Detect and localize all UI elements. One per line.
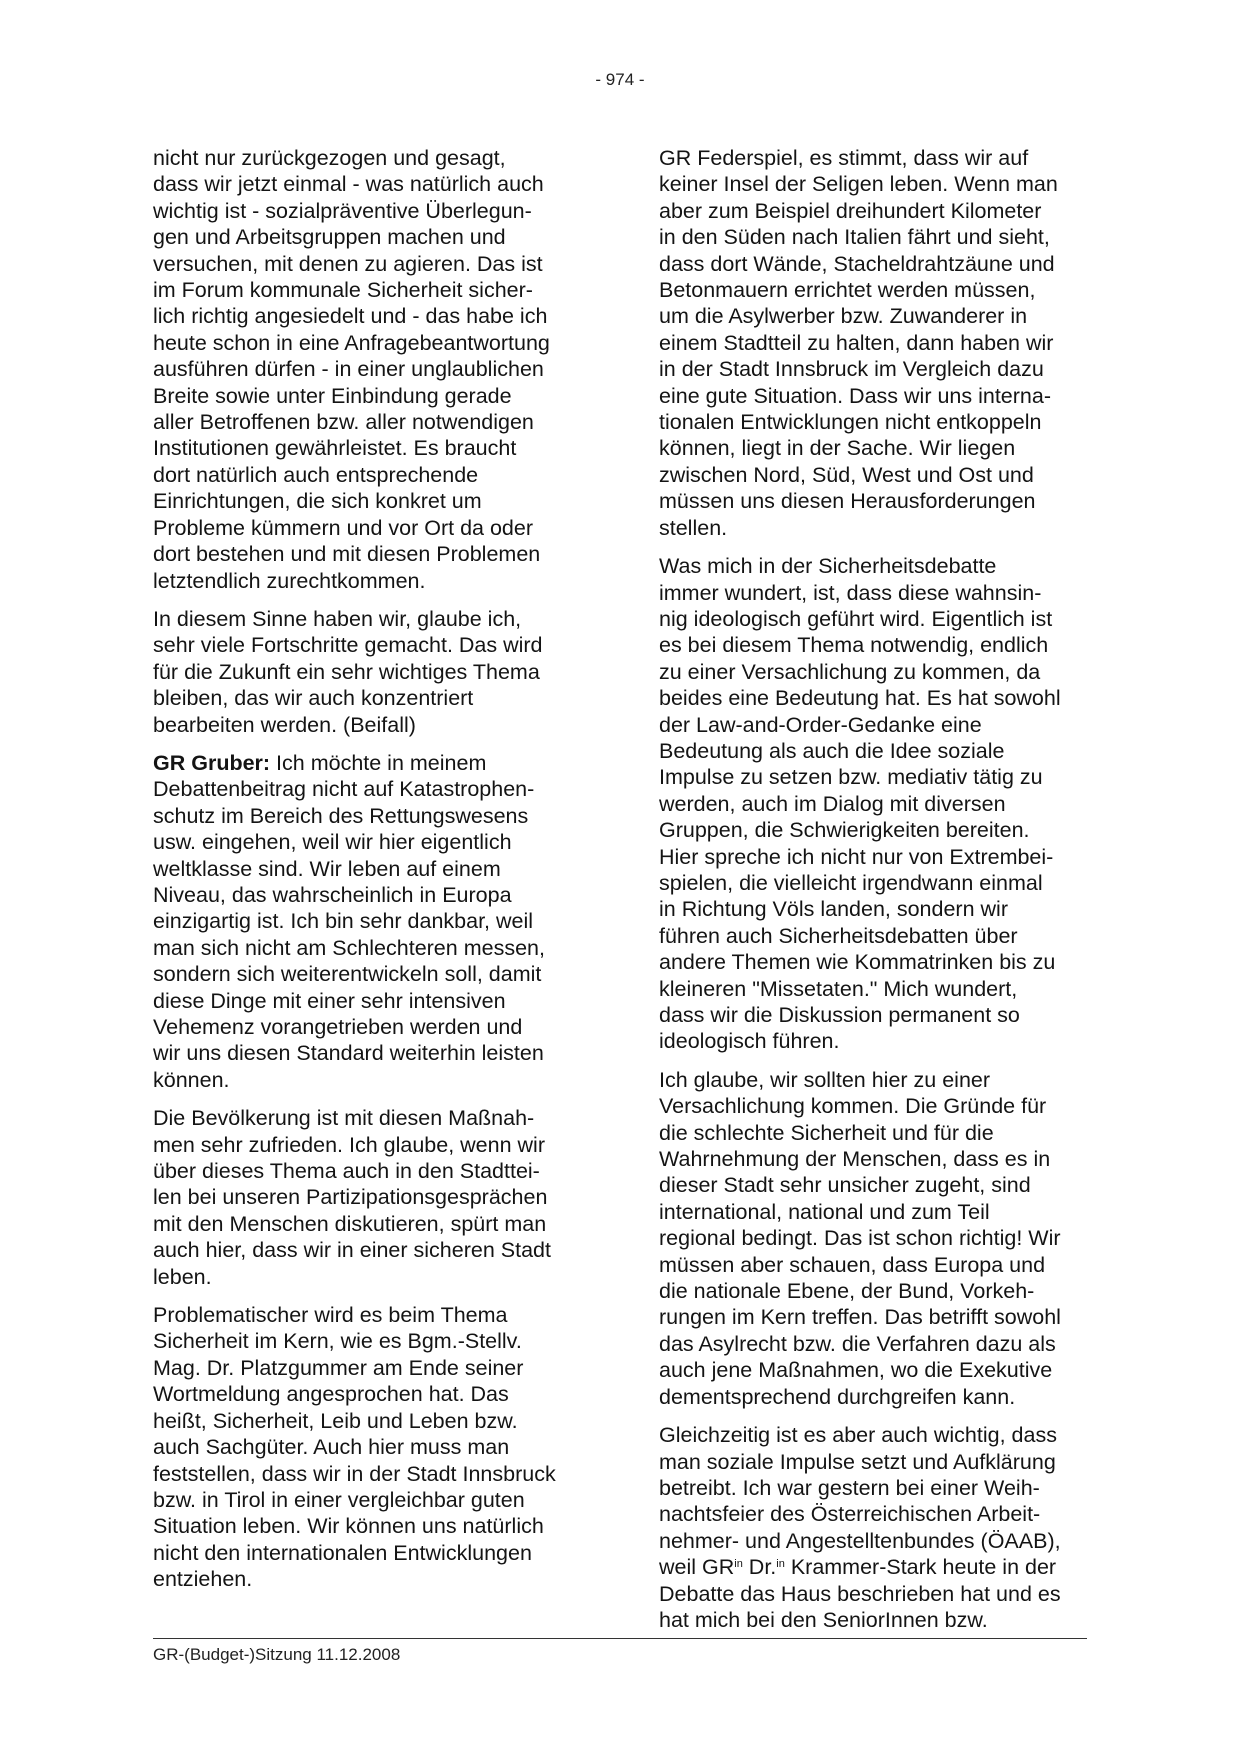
footer-divider [153,1638,1087,1639]
speech-text: Ich möchte in meinem Debattenbeitrag nicht auf Katastrophen- schutz im Bereich des Rettungswesens usw. eingehen, weil wir hier eigentlich weltklasse sind. Wir leben auf einem Niveau, das wahrscheinlich in Europa einzigartig ist. Ich bin sehr dankbar, weil man sich nicht am Schlechteren messen, sondern sich weiterentwickeln soll, damit diese Dinge mit einer sehr intensiven Vehemenz vorangetrieben werden und wir uns diesen Standard weiterhin leisten können. [153,750,545,1092]
footer-text: GR-(Budget-)Sitzung 11.12.2008 [153,1645,401,1664]
paragraph: In diesem Sinne haben wir, glaube ich, sehr viele Fortschritte gemacht. Das wird für die Zukunft ein sehr wichtiges Thema bleiben, das wir auch konzentriert bearbeiten werden. (Beifall) [153,606,543,737]
paragraph: nicht nur zurückgezogen und gesagt, dass wir jetzt einmal - was natürlich auch wichtig ist - sozialpräventive Überlegun- gen und Arbeitsgruppen machen und versuchen, mit denen zu agieren. Das ist im Forum kommunale Sicherheit sicher- lich richtig angesiedelt und - das habe ich heute schon in eine Anfragebeantwortung ausführen dürfen - in einer unglaublichen Breite sowie unter Einbindung gerade aller Betroffenen bzw. aller notwendigen Institutionen gewährleistet. Es braucht dort natürlich auch entsprechende Einrichtungen, die sich konkret um Probleme kümmern und vor Ort da oder dort bestehen und mit diesen Problemen letztendlich zurechtkommen. [153,146,550,593]
right-column [659,145,1089,1645]
paragraph: GR Federspiel, es stimmt, dass wir auf keiner Insel der Seligen leben. Wenn man aber zum Beispiel dreihundert Kilometer in den Süden nach Italien fährt und sieht, dass dort Wände, Stacheldrahtzäune und Betonmauern errichtet werden müssen, um die Asylwerber bzw. Zuwanderer in einem Stadtteil zu halten, dann haben wir in der Stadt Innsbruck im Vergleich dazu eine gute Situation. Dass wir uns interna- tionalen Entwicklungen nicht entkoppeln können, liegt in der Sache. Wir liegen zwischen Nord, Süd, West und Ost und müssen uns diesen Herausforderungen stellen. [659,146,1058,540]
speaker-name: GR Gruber: [153,750,271,775]
paragraph [659,1422,1089,1633]
paragraph-speaker-gruber [153,750,583,1093]
text-run: Gleichzeitig ist es aber auch wichtig, dass man soziale Impulse setzt und Aufklärung betreibt. Ich war gestern bei einer Weih- nachtsfeier des Österreichischen Arbeit- nehmer- und Angestelltenbundes (ÖAAB), weil GR [659,1423,1061,1580]
paragraph: Ich glaube, wir sollten hier zu einer Versachlichung kommen. Die Gründe für die schlechte Sicherheit und für die Wahrnehmung der Menschen, dass es in dieser Stadt sehr unsicher zugeht, sind international, national und zum Teil regional bedingt. Das ist schon richtig! Wir müssen aber schauen, dass Europa und die nationale Ebene, der Bund, Vorkeh- rungen im Kern treffen. Das betrifft sowohl das Asylrecht bzw. die Verfahren dazu als auch jene Maßnahmen, wo die Exekutive dementsprechend durchgreifen kann. [659,1067,1061,1409]
superscript: in [734,1558,743,1571]
paragraph: Problematischer wird es beim Thema Sicherheit im Kern, wie es Bgm.-Stellv. Mag. Dr. Platzgummer am Ende seiner Wortmeldung angesprochen hat. Das heißt, Sicherheit, Leib und Leben bzw. auch Sachgüter. Auch hier muss man feststellen, dass wir in der Stadt Innsbruck bzw. in Tirol in einer vergleichbar guten Situation leben. Wir können uns natürlich nicht den internationalen Entwicklungen entziehen. [153,1303,556,1592]
superscript: in [776,1558,785,1571]
paragraph: Die Bevölkerung ist mit diesen Maßnah- men sehr zufrieden. Ich glaube, wenn wir über dieses Thema auch in den Stadttei- len bei unseren Partizipationsgesprächen mit den Menschen diskutieren, spürt man auch hier, dass wir in einer sicheren Stadt leben. [153,1106,551,1289]
page-number: - 974 - [595,70,645,89]
left-column [153,145,583,1605]
text-run: Dr. [742,1555,777,1580]
text-run: Krammer-Stark heute in der Debatte das Haus beschrieben hat und es hat mich bei den SeniorInnen bzw. [659,1555,1061,1632]
paragraph: Was mich in der Sicherheitsdebatte immer wundert, ist, dass diese wahnsin- nig ideologisch geführt wird. Eigentlich ist es bei diesem Thema notwendig, endlich zu einer Versachlichung zu kommen, da beides eine Bedeutung hat. Es hat sowohl der Law-and-Order-Gedanke eine Bedeutung als auch die Idee soziale Impulse zu setzen bzw. mediativ tätig zu werden, auch im Dialog mit diversen Gruppen, die Schwierigkeiten bereiten. Hier spreche ich nicht nur von Extrembei- spielen, die vielleicht irgendwann einmal in Richtung Völs landen, sondern wir führen auch Sicherheitsdebatten über andere Themen wie Kommatrinken bis zu kleineren "Missetaten." Mich wundert, dass wir die Diskussion permanent so ideologisch führen. [659,554,1061,1054]
